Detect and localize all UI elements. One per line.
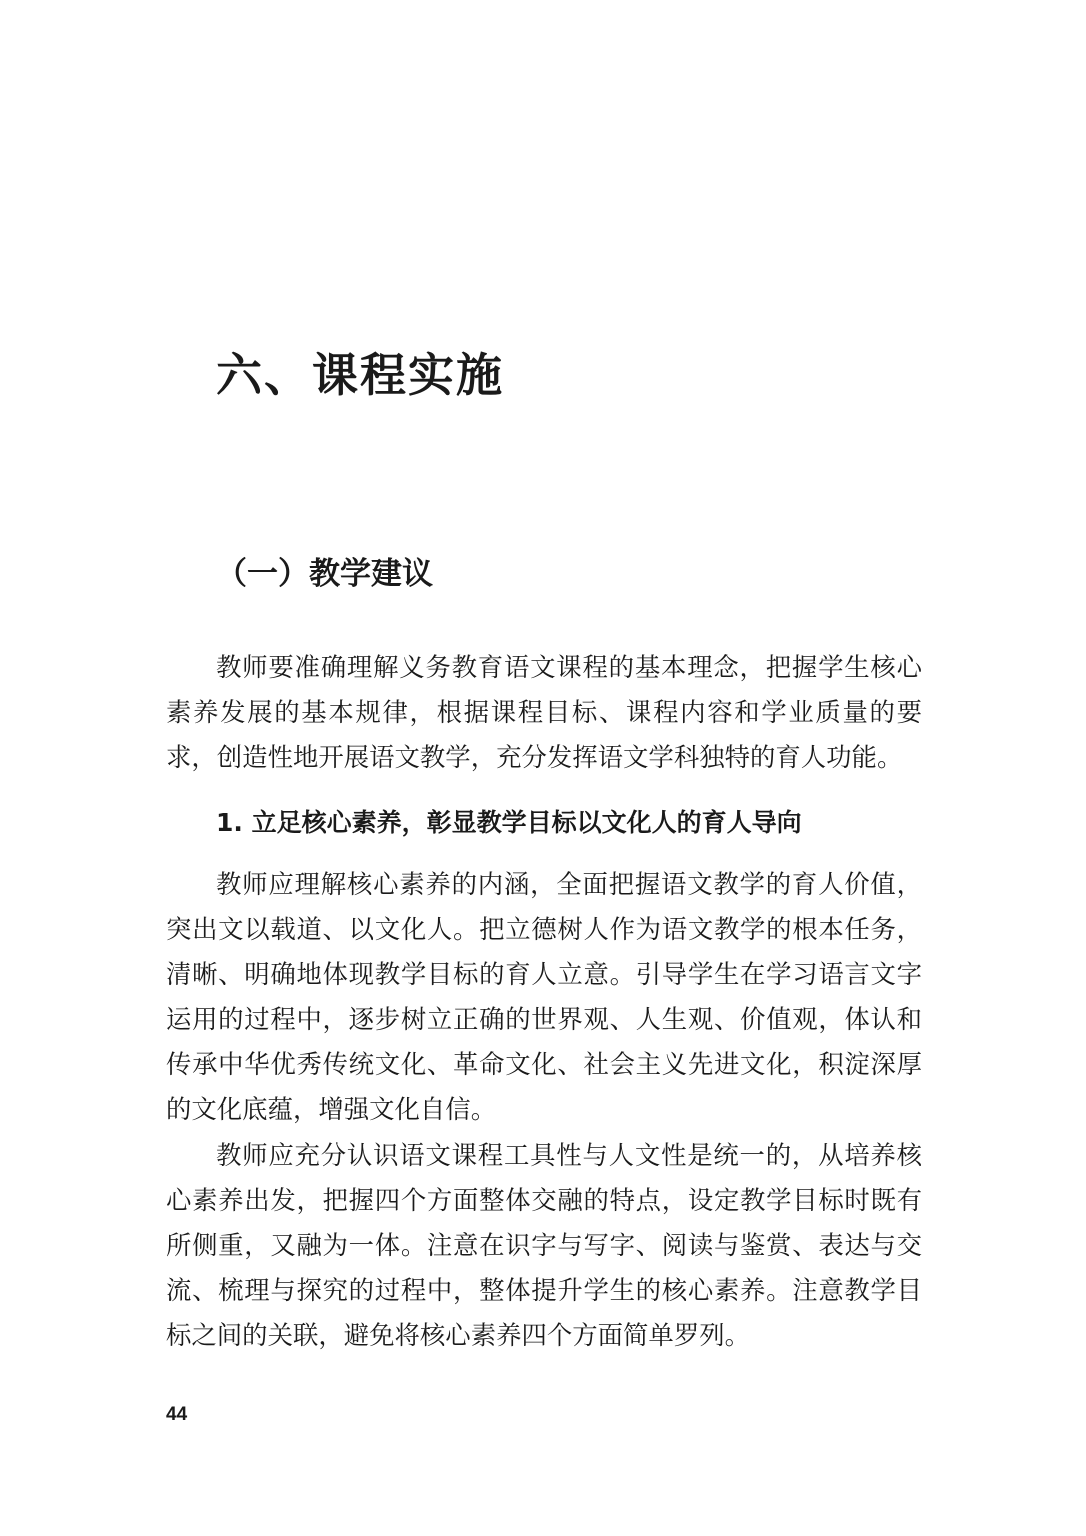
body-paragraph-1: 教师应理解核心素养的内涵，全面把握语文教学的育人价值，突出文以载道、以文化人。把立德树人作为语文教学的根本任务，清晰、明确地体现教学目标的育人立意。引导学生在学习语言文字运用的过程中，逐步树立正确的世界观、人生观、价值观，体认和传承中华优秀传统文化、革命文化、社会主义先进文化，积淀深厚的文化底蕴，增强文化自信。 xyxy=(166,869,922,1124)
section-title: （一）教学建议 xyxy=(216,556,433,592)
subheading-1: 1. 立足核心素养，彰显教学目标以文化人的育人导向 xyxy=(216,808,802,837)
body-paragraph-2: 教师应充分认识语文课程工具性与人文性是统一的，从培养核心素养出发，把握四个方面整体交融的特点，设定教学目标时既有所侧重，又融为一体。注意在识字与写字、阅读与鉴赏、表达与交流、梳理与探究的过程中，整体提升学生的核心素养。注意教学目标之间的关联，避免将核心素养四个方面简单罗列。 xyxy=(166,1140,922,1350)
page-number: 44 xyxy=(166,1404,188,1425)
intro-paragraph: 教师要准确理解义务教育语文课程的基本理念，把握学生核心素养发展的基本规律，根据课程目标、课程内容和学业质量的要求，创造性地开展语文教学，充分发挥语文学科独特的育人功能。 xyxy=(166,652,922,772)
chapter-title: 六、课程实施 xyxy=(216,348,504,402)
